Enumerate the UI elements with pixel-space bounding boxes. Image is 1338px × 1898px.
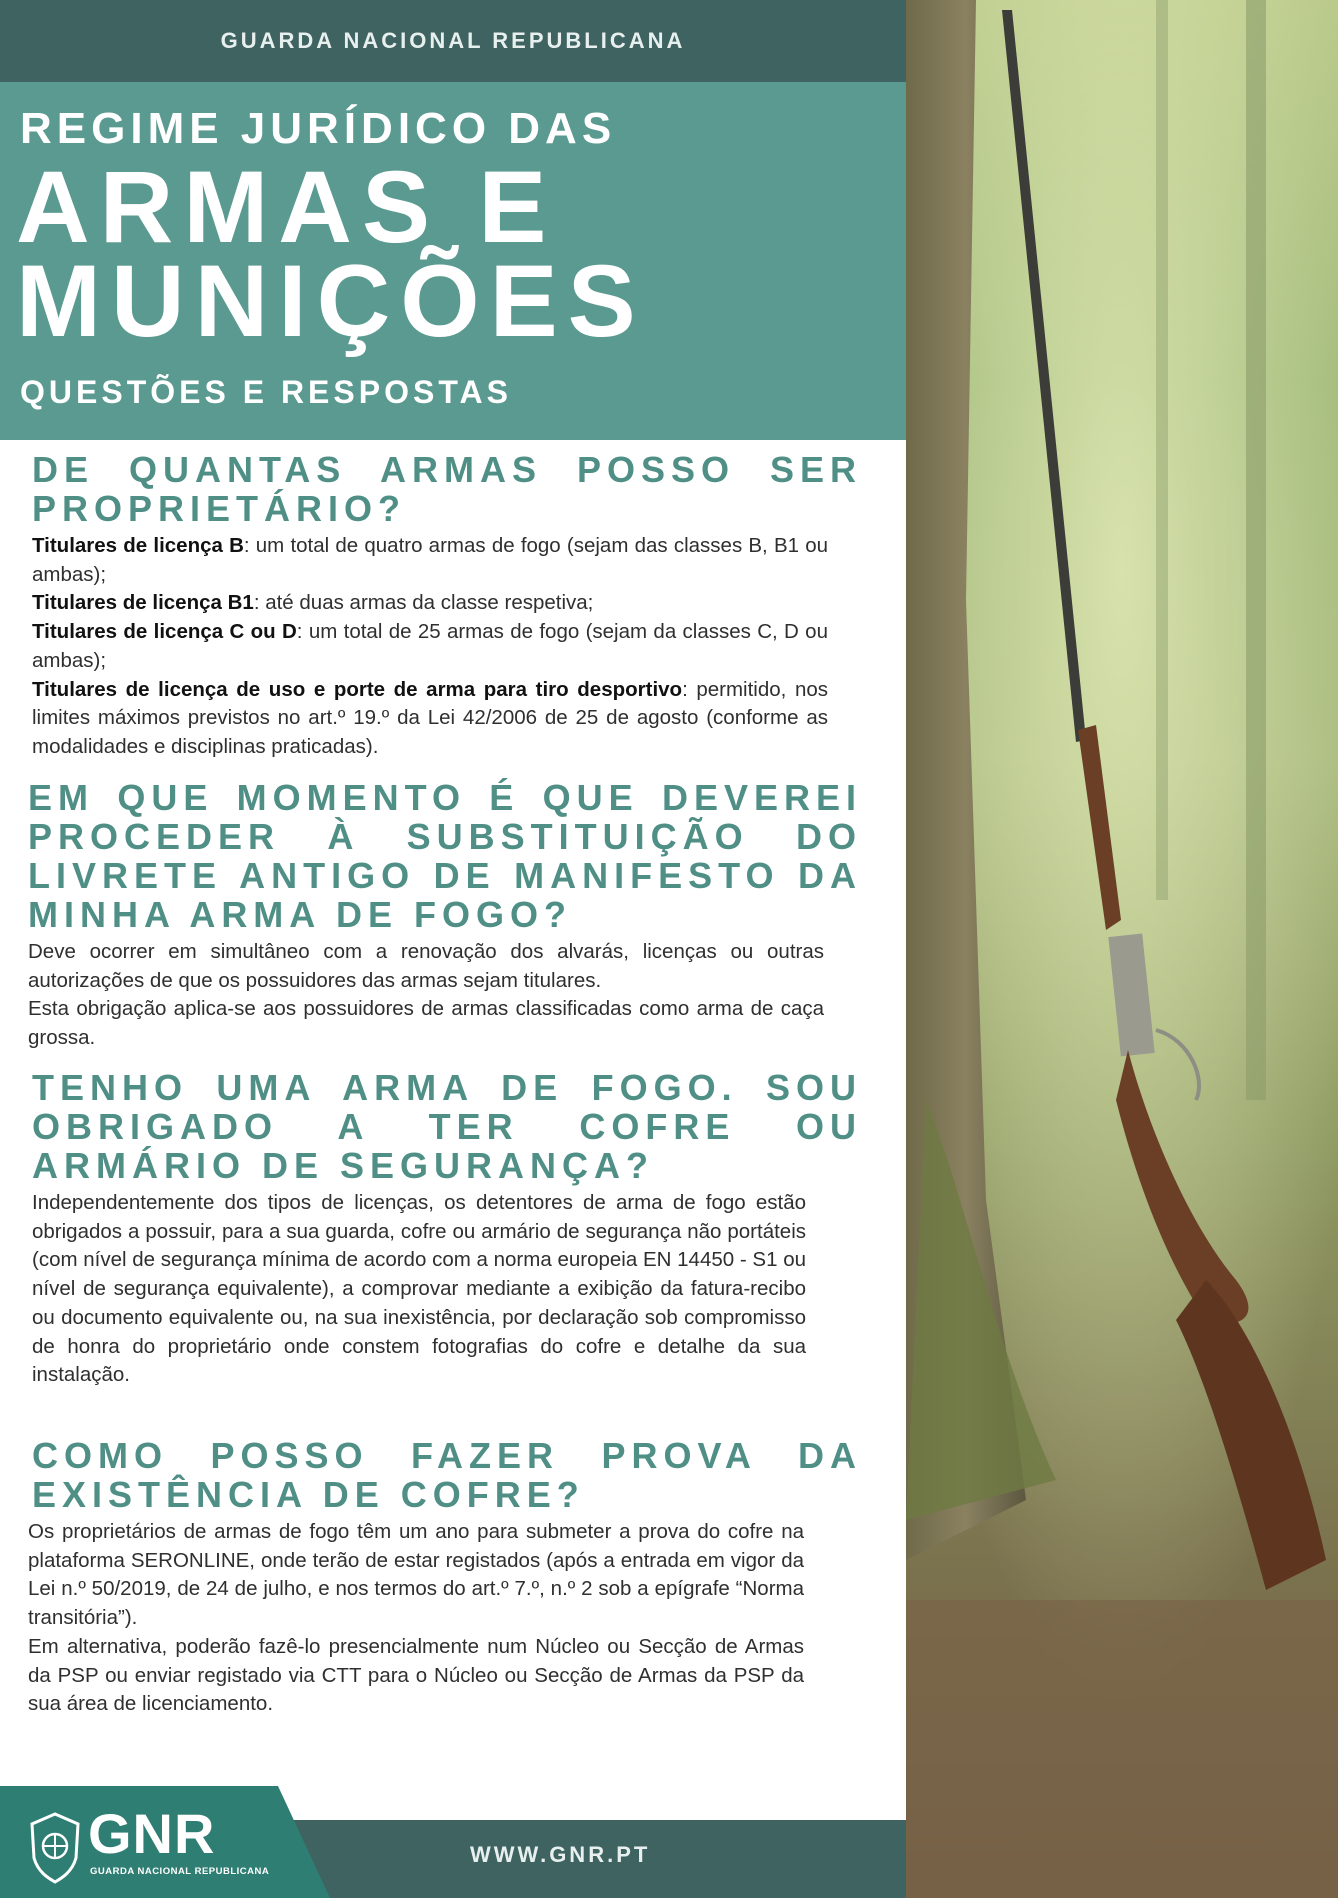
- title-line-1: REGIME JURÍDICO DAS: [20, 104, 617, 153]
- answer-item-label: Titulares de licença de uso e porte de arma para tiro desportivo: [32, 677, 683, 701]
- gnr-logo-subtitle: GUARDA NACIONAL REPUBLICANA: [90, 1866, 270, 1877]
- answer-paragraph: Esta obrigação aplica-se aos possuidores de armas classificadas como arma de caça grossa.: [28, 997, 824, 1050]
- qa-section-2: [28, 778, 862, 1053]
- answer-item-label: Titulares de licença B1: [32, 591, 254, 615]
- answer-item-text: : permitido, nos limites máximos previstos no art.º 19.º da Lei 42/2006 de 25 de agosto (conforme as modalidades e disciplinas praticadas).: [32, 677, 828, 758]
- qa-section-4: [28, 1435, 862, 1719]
- answer-item-text: : um total de quatro armas de fogo (sejam das classes B, B1 ou ambas);: [32, 534, 829, 586]
- answer-item-text: : um total de 25 armas de fogo (sejam da classes C, D ou ambas);: [32, 620, 828, 672]
- org-name: GUARDA NACIONAL REPUBLICANA: [220, 28, 686, 53]
- question-heading: TENHO UMA ARMA DE FOGO. SOU OBRIGADO A TER COFRE OU ARMÁRIO DE SEGURANÇA?: [32, 1067, 862, 1186]
- rifle-illustration: [906, 0, 1338, 1898]
- answer-item-label: Titulares de licença C ou D: [32, 620, 297, 644]
- answer-paragraph: Independentemente dos tipos de licenças, os detentores de arma de fogo estão obrigados a possuir, para a sua guarda, cofre ou armário de segurança não portáteis (com nível de segurança mínima de acordo com a norma europeia EN 14450 - S1 ou nível de segurança equivalente), a comprovar mediante a exibição da fatura-recibo ou documento equivalente ou, na sua inexistência, por declaração sob compromisso de honra do proprietário onde constem fotografias do cofre e detalhe da sua instalação.: [32, 1191, 806, 1387]
- title-line-2: ARMAS E: [16, 150, 557, 264]
- subtitle: QUESTÕES E RESPOSTAS: [20, 374, 512, 410]
- rifle-photo: [906, 0, 1338, 1898]
- question-heading: DE QUANTAS ARMAS POSSO SER PROPRIETÁRIO?: [32, 449, 862, 529]
- answer-item: [32, 532, 828, 589]
- qa-section-1: [32, 450, 862, 762]
- gnr-emblem-icon: [28, 1812, 82, 1884]
- answer-item-text: : até duas armas da classe respetiva;: [253, 591, 594, 615]
- answer-paragraph: Em alternativa, poderão fazê-lo presencialmente num Núcleo ou Secção de Armas da PSP ou enviar registado via CTT para o Núcleo ou Secção de Armas da PSP da sua área de licenciamento.: [28, 1634, 804, 1716]
- answer-item: [32, 676, 828, 762]
- answer-paragraph: Deve ocorrer em simultâneo com a renovação dos alvarás, licenças ou outras autorizações de que os possuidores das armas sejam titulares.: [28, 940, 824, 992]
- website-link[interactable]: WWW.GNR.PT: [470, 1842, 651, 1867]
- title-line-3: MUNIÇÕES: [16, 244, 646, 358]
- hero-block: [0, 82, 906, 440]
- gnr-logo-text: GNR: [88, 1802, 216, 1865]
- question-heading: EM QUE MOMENTO É QUE DEVEREI PROCEDER À SUBSTITUIÇÃO DO LIVRETE ANTIGO DE MANIFESTO DA MINHA ARMA DE FOGO?: [28, 777, 862, 935]
- qa-section-3: [32, 1068, 862, 1390]
- answer-item: [32, 589, 828, 618]
- answer-item-label: Titulares de licença B: [32, 534, 244, 557]
- answer-item: [32, 618, 828, 675]
- answer-paragraph: Os proprietários de armas de fogo têm um ano para submeter a prova do cofre na plataforma SERONLINE, onde terão de estar registados (após a entrada em vigor da Lei n.º 50/2019, de 24 de julho, e nos termos do art.º 7.º, n.º 2 sob a epígrafe “Norma transitória”).: [28, 1520, 804, 1630]
- top-banner: [0, 0, 906, 82]
- question-heading: COMO POSSO FAZER PROVA DA EXISTÊNCIA DE COFRE?: [32, 1435, 862, 1515]
